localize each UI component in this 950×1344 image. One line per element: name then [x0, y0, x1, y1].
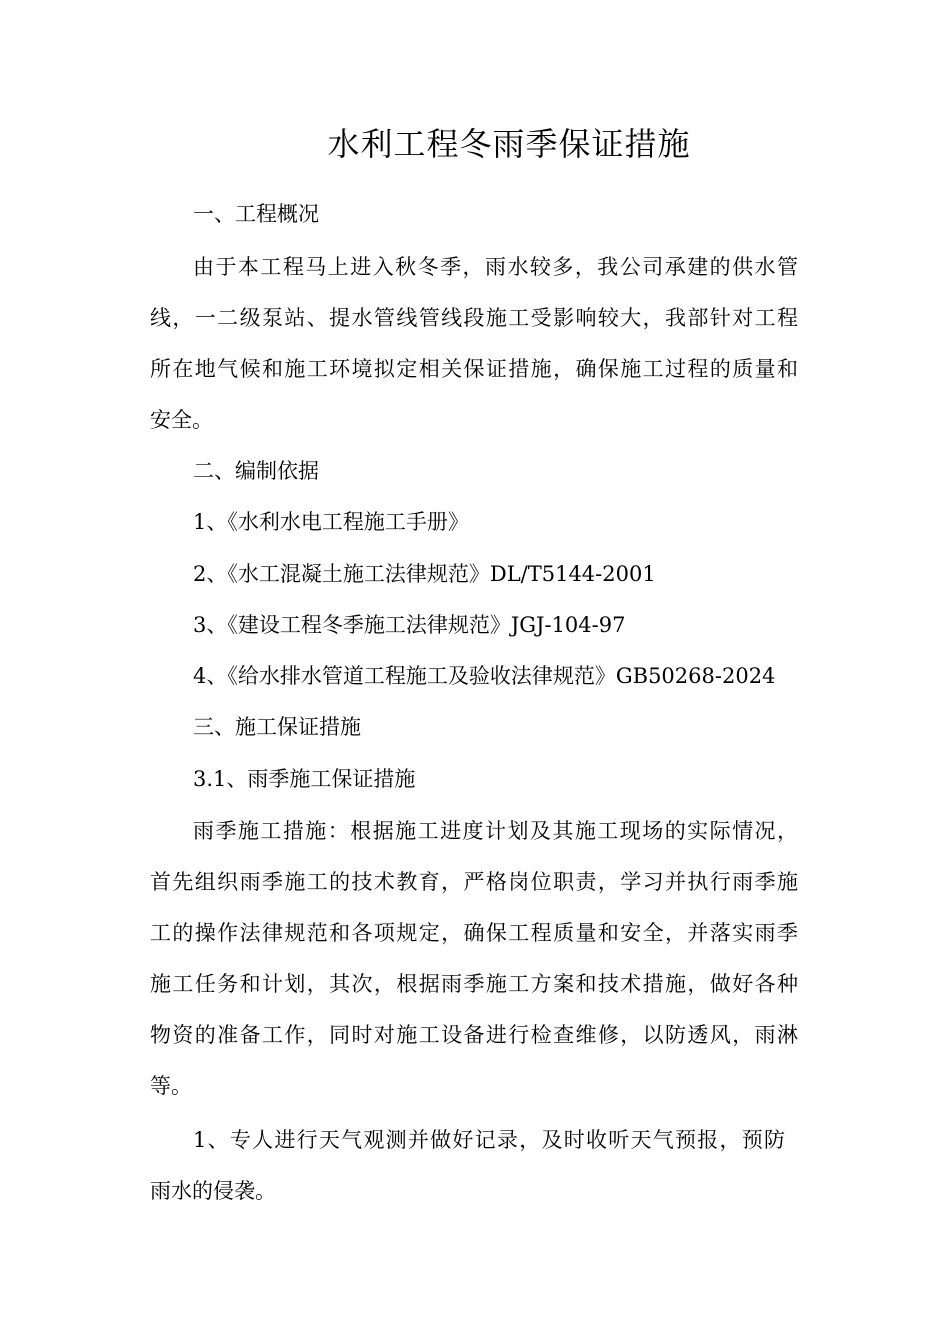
paragraph-line: 安全。: [150, 408, 213, 432]
section-heading-overview: 一、工程概况: [193, 202, 319, 226]
paragraph-line: 线，一二级泵站、提水管线管线段施工受影响较大，我部针对工程: [150, 306, 798, 330]
basis-item: 1、《水利水电工程施工手册》: [193, 510, 469, 534]
paragraph-line: 雨水的侵袭。: [150, 1179, 276, 1203]
basis-item: 2、《水工混凝土施工法律规范》DL/T5144-2001: [193, 562, 656, 586]
section-heading-basis: 二、编制依据: [193, 459, 319, 483]
paragraph-line: 1、专人进行天气观测并做好记录，及时收听天气预报，预防: [193, 1128, 785, 1152]
paragraph-line: 等。: [150, 1074, 192, 1098]
document-title: 水利工程冬雨季保证措施: [327, 125, 691, 163]
paragraph-line: 雨季施工措施：根据施工进度计划及其施工现场的实际情况，: [193, 819, 798, 843]
paragraph-line: 所在地气候和施工环境拟定相关保证措施，确保施工过程的质量和: [150, 357, 798, 381]
paragraph-line: 由于本工程马上进入秋冬季，雨水较多，我公司承建的供水管: [193, 255, 798, 279]
paragraph-line: 施工任务和计划，其次，根据雨季施工方案和技术措施，做好各种: [150, 972, 798, 996]
subsection-heading-rainy-season: 3.1、雨季施工保证措施: [193, 767, 416, 791]
section-heading-measures: 三、施工保证措施: [193, 715, 361, 739]
paragraph-line: 物资的准备工作，同时对施工设备进行检查维修，以防透风，雨淋: [150, 1023, 798, 1047]
paragraph-line: 首先组织雨季施工的技术教育，严格岗位职责，学习并执行雨季施: [150, 870, 798, 894]
paragraph-line: 工的操作法律规范和各项规定，确保工程质量和安全，并落实雨季: [150, 921, 798, 945]
basis-item: 3、《建设工程冬季施工法律规范》JGJ-104-97: [193, 613, 626, 637]
basis-item: 4、《给水排水管道工程施工及验收法律规范》GB50268-2024: [193, 664, 776, 688]
